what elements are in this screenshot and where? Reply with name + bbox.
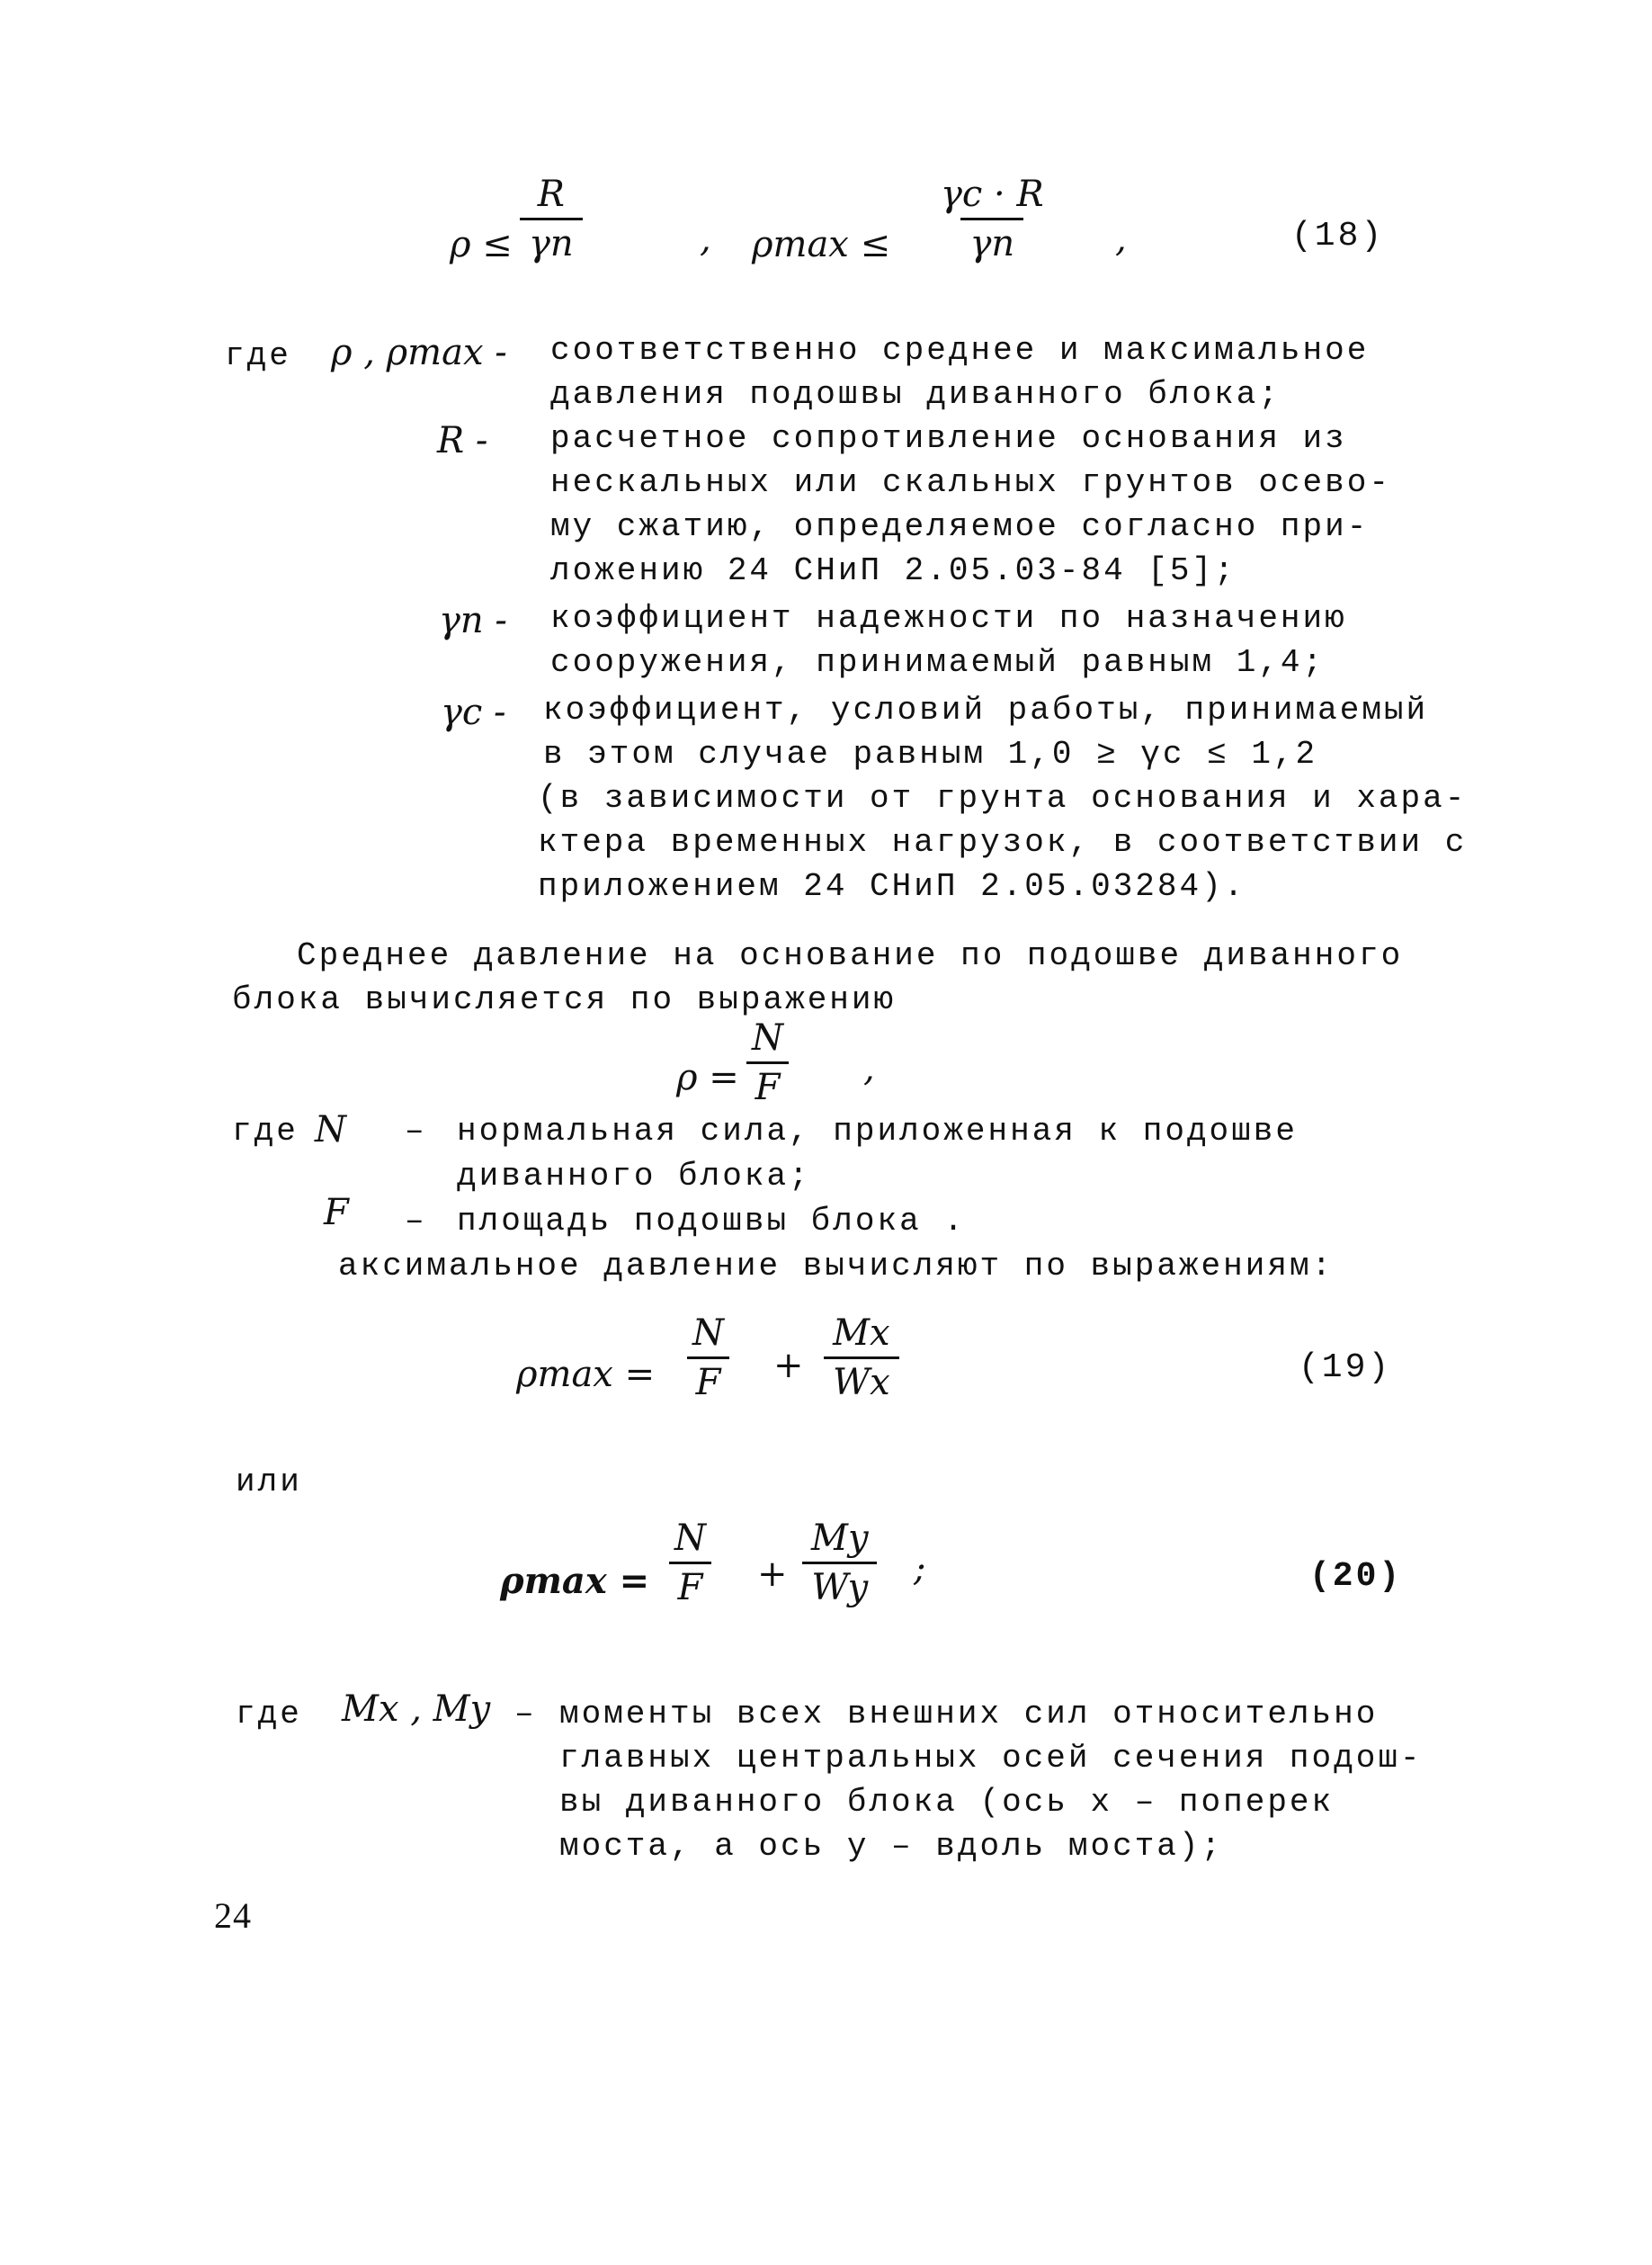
- denominator: F: [669, 1562, 712, 1606]
- definition-line: му сжатию, определяемое согласно при-: [550, 508, 1370, 545]
- plus-sign: +: [757, 1553, 788, 1595]
- denominator: F: [746, 1061, 790, 1106]
- definition-line: в этом случае равным 1,0 ≥ γc ≤ 1,2: [543, 736, 1318, 773]
- dash: –: [514, 1696, 537, 1732]
- fraction: [683, 1312, 733, 1403]
- definition-line: главных центральных осей сечения подош-: [559, 1740, 1423, 1777]
- semicolon: ;: [914, 1548, 926, 1589]
- definition-line: приложением 24 СНиП 2.05.03284).: [538, 868, 1246, 905]
- page-number: 24: [214, 1895, 252, 1936]
- fraction: [802, 1517, 878, 1608]
- formula-symbol: ρmax =: [516, 1354, 656, 1395]
- symbol-term: F: [324, 1192, 349, 1233]
- equation-number: (19): [1299, 1348, 1392, 1387]
- definition-line: коэффициент надежности по назначению: [550, 600, 1347, 637]
- paragraph-line: Среднее давление на основание по подошве диванного: [297, 937, 1404, 974]
- denominator: γn: [520, 218, 583, 262]
- fraction: [824, 1312, 899, 1403]
- formula-symbol: ρ ≤: [450, 224, 513, 265]
- gde-label: где: [232, 1113, 299, 1150]
- definition-line: площадь подошвы блока .: [457, 1203, 966, 1240]
- dash: –: [405, 1113, 427, 1150]
- formula-symbol: ρmax ≤: [752, 224, 891, 265]
- comma: ,: [863, 1048, 875, 1089]
- numerator: My: [811, 1517, 869, 1559]
- definition-line: моста, а ось y – вдоль моста);: [559, 1828, 1224, 1865]
- fraction: [743, 1017, 792, 1108]
- fraction: [520, 176, 583, 262]
- paragraph-line: блока вычисляется по выражению: [232, 981, 897, 1018]
- fraction: [932, 176, 1053, 262]
- ili-label: или: [236, 1464, 302, 1500]
- numerator: R: [537, 174, 565, 215]
- definition-line: нескальных или скальных грунтов осево-: [550, 464, 1391, 501]
- numerator: γc · R: [941, 174, 1044, 215]
- numerator: N: [752, 1017, 783, 1059]
- definition-line: соответственно среднее и максимальное: [550, 332, 1370, 369]
- numerator: Mx: [833, 1312, 890, 1354]
- definition-line: коэффициент, условий работы, принимаемый: [543, 692, 1429, 729]
- symbol-term: Mx , My: [342, 1688, 491, 1730]
- formula-symbol: ρmax =: [500, 1560, 650, 1602]
- equation-number: (20): [1309, 1557, 1403, 1596]
- gde-label: где: [236, 1696, 302, 1732]
- definition-line: моменты всех внешних сил относительно: [559, 1696, 1379, 1732]
- formula-symbol: ρ =: [676, 1057, 739, 1098]
- definition-line: нормальная сила, приложенная к подошве: [457, 1113, 1298, 1150]
- symbol-term: N: [315, 1109, 346, 1150]
- denominator: γn: [960, 218, 1023, 262]
- definition-line: ложению 24 СНиП 2.05.03-84 [5];: [550, 552, 1237, 589]
- definition-line: сооружения, принимаемый равным 1,4;: [550, 644, 1326, 681]
- definition-line: вы диванного блока (ось x – поперек: [559, 1784, 1335, 1821]
- numerator: N: [692, 1312, 724, 1354]
- fraction: [665, 1517, 715, 1608]
- definition-line: (в зависимости от грунта основания и хара-: [538, 780, 1468, 817]
- equation-number: (18): [1291, 217, 1385, 255]
- definition-line: диванного блока;: [457, 1158, 811, 1195]
- definition-line: давления подошвы диванного блока;: [550, 376, 1281, 413]
- symbol-term: ρ , ρmax -: [331, 332, 507, 373]
- definition-line: расчетное сопротивление основания из: [550, 420, 1347, 457]
- plus-sign: +: [773, 1345, 804, 1386]
- dash: –: [405, 1203, 427, 1240]
- gde-label: где: [225, 337, 291, 374]
- symbol-term: γn -: [439, 600, 507, 641]
- numerator: N: [674, 1517, 706, 1559]
- comma: ,: [1115, 219, 1127, 260]
- denominator: F: [687, 1356, 730, 1401]
- symbol-term: γc -: [441, 692, 506, 733]
- denominator: Wy: [802, 1562, 877, 1606]
- paragraph-line: аксимальное давление вычисляют по выражениям:: [338, 1248, 1335, 1285]
- definition-line: ктера временных нагрузок, в соответствии с: [538, 824, 1468, 861]
- comma: ,: [700, 219, 711, 260]
- denominator: Wx: [824, 1356, 899, 1401]
- symbol-term: R -: [437, 420, 488, 461]
